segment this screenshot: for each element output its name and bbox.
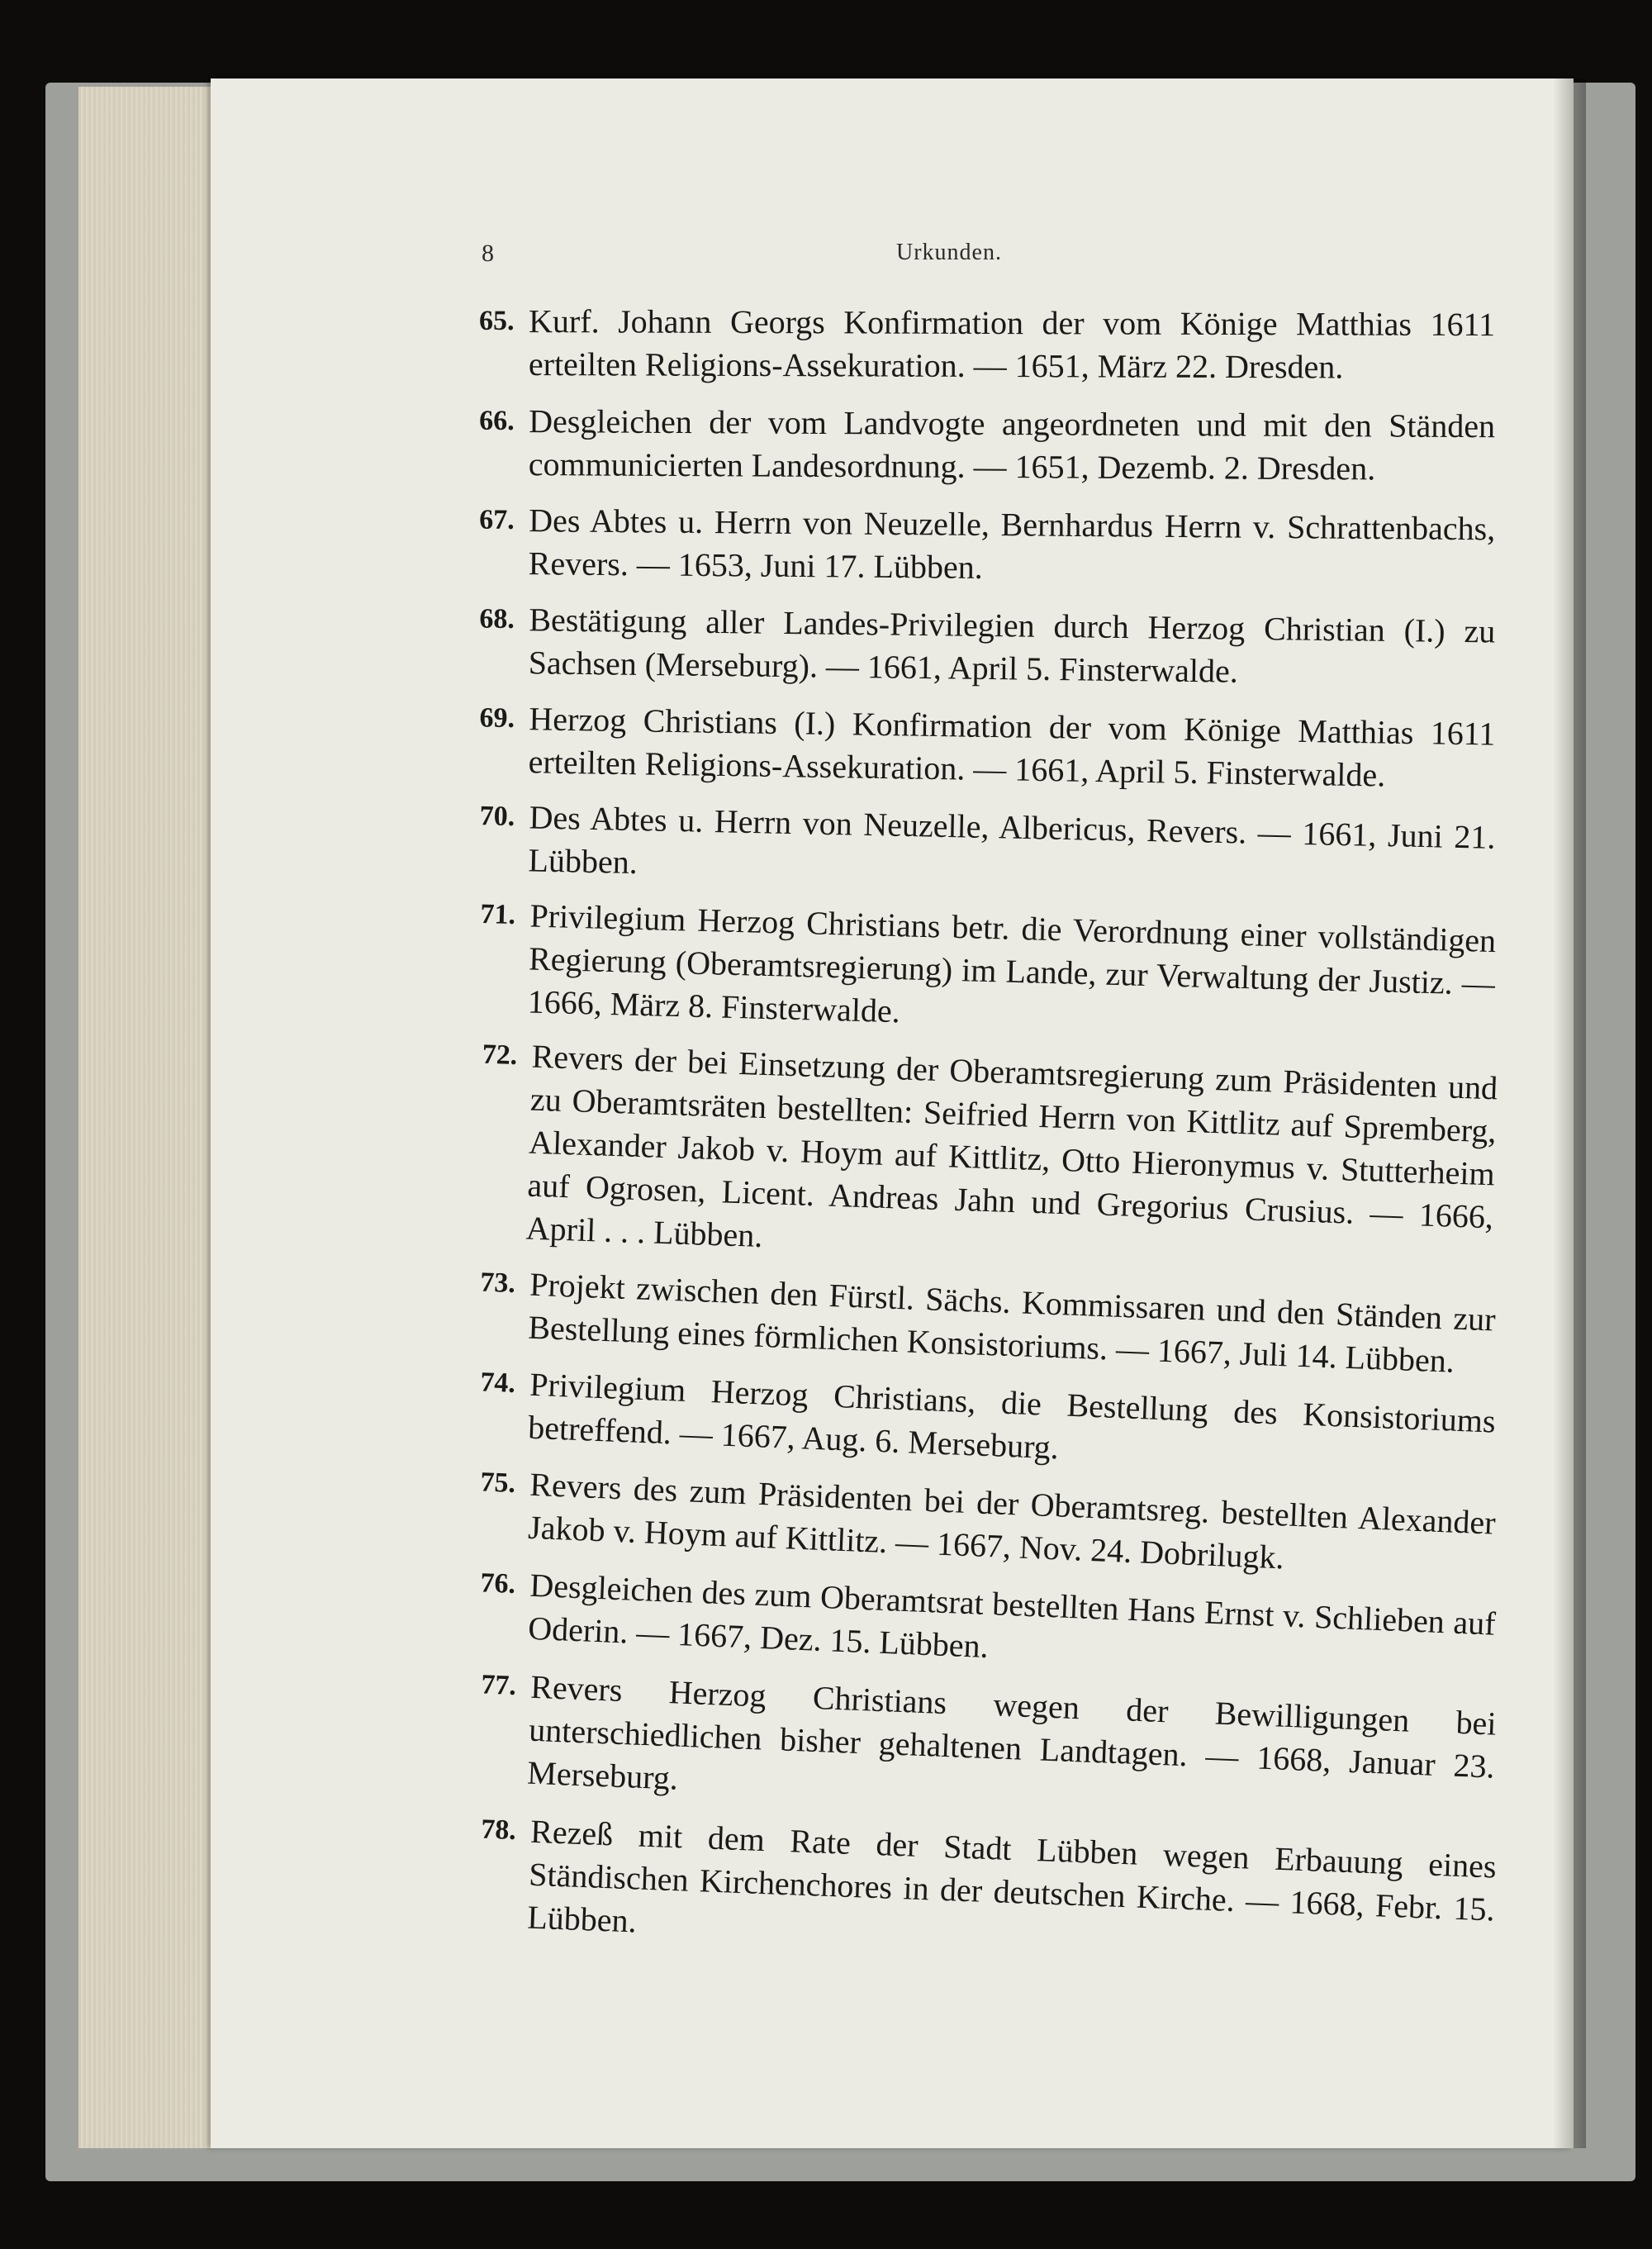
entry-text: Herzog Christians (I.) Konfirmation der vom Könige Matthias 1611 erteilten Religions-Assekuration. — 1661, April 5. Finsterwalde. [528,700,1496,794]
entry-number: 76. [479,1567,516,1600]
entry-70 [478,795,1496,902]
entry-72 [476,1034,1498,1282]
entry-text: Kurf. Johann Georgs Konfirmation der vom Könige Matthias 1611 erteilten Religions-Assekuration. — 1651, März 22. Dresden. [528,302,1496,386]
gutter-shadow [1553,78,1586,2148]
entry-65 [479,300,1495,389]
entry-number: 74. [479,1367,516,1400]
entry-text: Des Abtes u. Herrn von Neuzelle, Bernhardus Herrn v. Schrattenbachs, Revers. — 1653, Juni 17. Lübben. [528,502,1496,586]
entry-text: Rezeß mit dem Rate der Stadt Lübben wegen Erbauung eines Ständischen Kirchenchores in der deutschen Kirche. — 1668, Febr. 15. Lübben. [526,1812,1498,1940]
section-title: Urkunden. [896,240,1002,265]
entry-number: 66. [479,405,515,437]
entry-number: 71. [480,898,516,931]
entry-text: Revers der bei Einsetzung der Oberamtsregierung zum Präsidenten und zu Oberamtsräten bestellten: Seifried Herrn von Kittlitz auf Spremberg, Alexander Jakob v. Hoym auf Kittlitz, Otto Hieronymus v. Stutterheim auf Ogrosen, Licent. Andreas Jahn und Gregorius Crusius. — 1666, April . . . Lübben. [525,1037,1498,1255]
entry-66 [479,400,1496,491]
running-head [0,240,1652,273]
entry-text: Desgleichen der vom Landvogte angeordneten und mit den Ständen communicierten Landesordnung. — 1651, Dezemb. 2. Dresden. [528,402,1496,487]
entry-text: Revers Herzog Christians wegen der Bewilligungen bei unterschiedlichen bisher gehaltenen Landtagen. — 1668, Januar 23. Merseburg. [526,1667,1498,1797]
page-edges [78,87,219,2148]
entry-text: Desgleichen des zum Oberamtsrat bestellten Hans Ernst v. Schlieben auf Oderin. — 1667, Dez. 15. Lübben. [527,1566,1497,1666]
entry-number: 78. [480,1814,517,1847]
page-number: 8 [482,240,494,267]
entry-number: 68. [479,603,515,635]
entry-text: Des Abtes u. Herrn von Neuzelle, Albericus, Revers. — 1661, Juni 21. Lübben. [528,798,1496,882]
entry-list [479,302,1498,1971]
entry-number: 67. [479,504,515,536]
entry-67 [479,499,1496,594]
entry-71 [477,893,1497,1048]
entry-number: 69. [479,702,515,735]
entry-text: Privilegium Herzog Christians betr. die Verordnung einer vollständigen Regierung (Oberamtsregierung) im Lande, zur Verwaltung der Justiz. — 1666, März 8. Finsterwalde. [527,896,1497,1030]
entry-text: Privilegium Herzog Christians, die Bestellung des Konsistoriums betreffend. — 1667, Aug. 6. Merseburg. [527,1365,1497,1467]
entry-text: Revers des zum Präsidenten bei der Oberamtsreg. bestellten Alexander Jakob v. Hoym auf Kittlitz. — 1667, Nov. 24. Dobrilugk. [527,1465,1497,1576]
entry-number: 65. [479,305,515,337]
entry-73 [478,1261,1497,1384]
entry-number: 77. [480,1669,517,1702]
entry-text: Projekt zwischen den Fürstl. Sächs. Kommissaren und den Ständen zur Bestellung eines förmlichen Konsistoriums. — 1667, Juli 14. Lübben. [527,1265,1497,1380]
entry-number: 70. [479,801,515,833]
entry-69 [478,697,1495,798]
entry-number: 75. [479,1467,516,1500]
entry-text: Bestätigung aller Landes-Privilegien durch Herzog Christian (I.) zu Sachsen (Merseburg). — 1661, April 5. Finsterwalde. [528,601,1496,690]
entry-number: 72. [482,1039,518,1072]
entry-78 [477,1809,1498,1975]
entry-77 [477,1663,1497,1831]
entry-number: 73. [479,1267,516,1300]
entry-68 [478,597,1495,696]
